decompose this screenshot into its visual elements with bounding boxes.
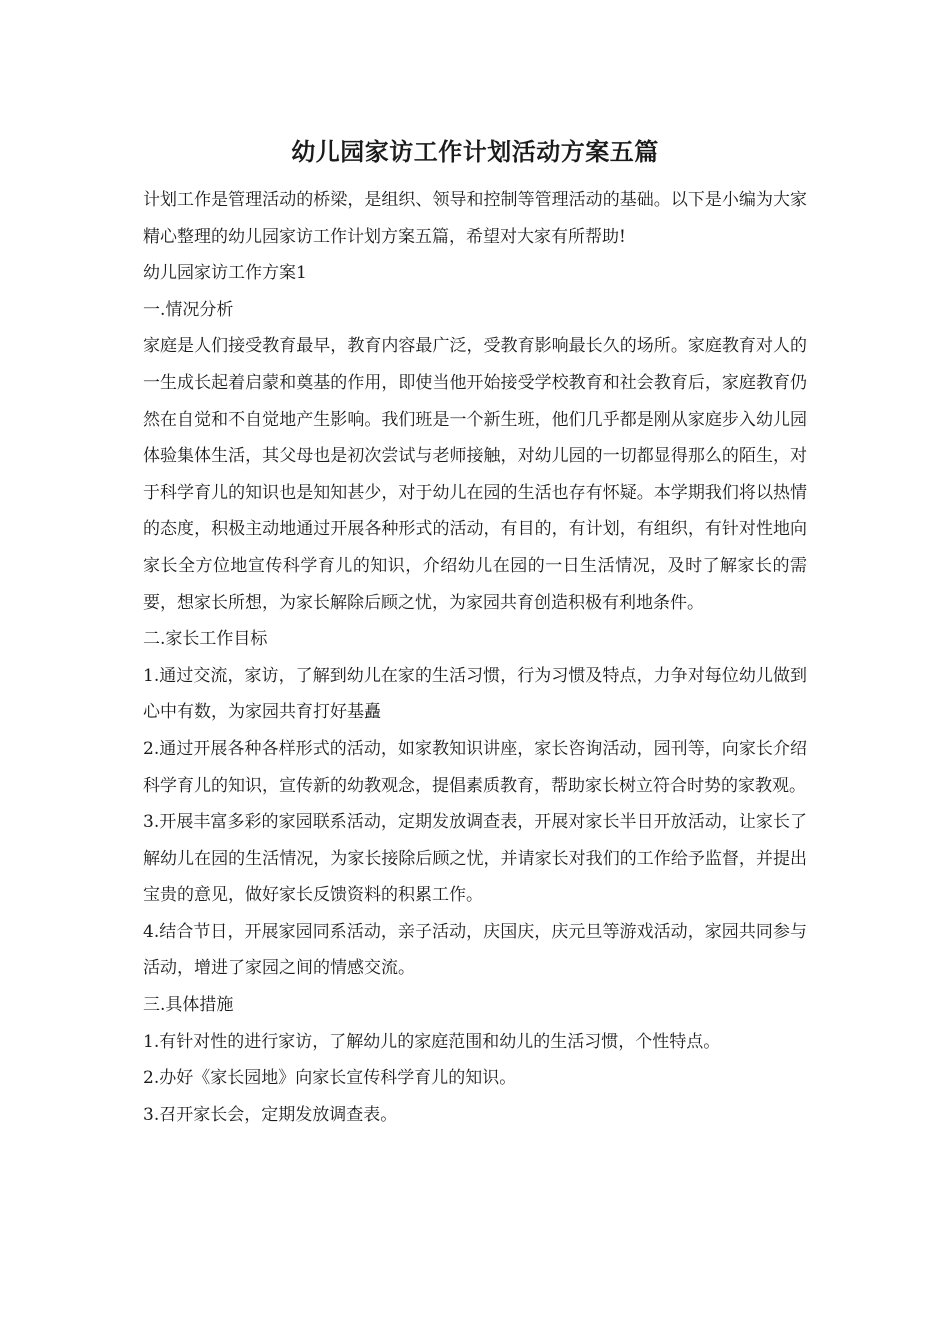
intro-paragraph: 计划工作是管理活动的桥梁，是组织、领导和控制等管理活动的基础。以下是小编为大家精心整理的幼儿园家访工作计划方案五篇，希望对大家有所帮助! [143, 190, 807, 247]
document-page [143, 128, 807, 1133]
section-heading-measures: 三.具体措施 [143, 995, 234, 1016]
measure-item: 3.召开家长会，定期发放调查表。 [143, 1104, 398, 1125]
measure-item: 1.有针对性的进行家访，了解幼儿的家庭范围和幼儿的生活习惯，个性特点。 [143, 1031, 721, 1052]
situation-paragraph: 家庭是人们接受教育最早，教育内容最广泛，受教育影响最长久的场所。家庭教育对人的一生成长起着启蒙和奠基的作用，即使当他开始接受学校教育和社会教育后，家庭教育仍然在自觉和不自觉地产生影响。我们班是一个新生班，他们几乎都是刚从家庭步入幼儿园体验集体生活，其父母也是初次尝试与老师接触，对幼儿园的一切都显得那么的陌生，对于科学育儿的知识也是知知甚少，对于幼儿在园的生活也存有怀疑。本学期我们将以热情的态度，积极主动地通过开展各种形式的活动，有目的，有计划，有组织，有针对性地向家长全方位地宣传科学育儿的知识，介绍幼儿在园的一日生活情况，及时了解家长的需要，想家长所想，为家长解除后顾之忧，为家园共育创造积极有利地条件。 [143, 336, 807, 613]
goal-item: 3.开展丰富多彩的家园联系活动，定期发放调查表，开展对家长半日开放活动，让家长了解幼儿在园的生活情况，为家长接除后顾之忧，并请家长对我们的工作给予监督，并提出宝贵的意见，做好家长反馈资料的积累工作。 [143, 812, 807, 906]
goal-item: 2.通过开展各种各样形式的活动，如家教知识讲座，家长咨询活动，园刊等，向家长介绍科学育儿的知识，宣传新的幼教观念，提倡素质教育，帮助家长树立符合时势的家教观。 [143, 738, 807, 796]
section-heading-situation: 一.情况分析 [143, 299, 234, 320]
goal-item: 4.结合节日，开展家园同系活动，亲子活动，庆国庆，庆元旦等游戏活动，家园共同参与活动，增进了家园之间的情感交流。 [143, 921, 807, 979]
goal-item: 1.通过交流，家访，了解到幼儿在家的生活习惯，行为习惯及特点，力争对每位幼儿做到心中有数，为家园共育打好基矗 [143, 665, 807, 723]
section-heading-goals: 二.家长工作目标 [143, 629, 268, 650]
measure-item: 2.办好《家长园地》向家长宣传科学育儿的知识。 [143, 1068, 517, 1089]
document-title: 幼儿园家访工作计划活动方案五篇 [291, 137, 659, 166]
plan-heading: 幼儿园家访工作方案1 [143, 263, 307, 284]
